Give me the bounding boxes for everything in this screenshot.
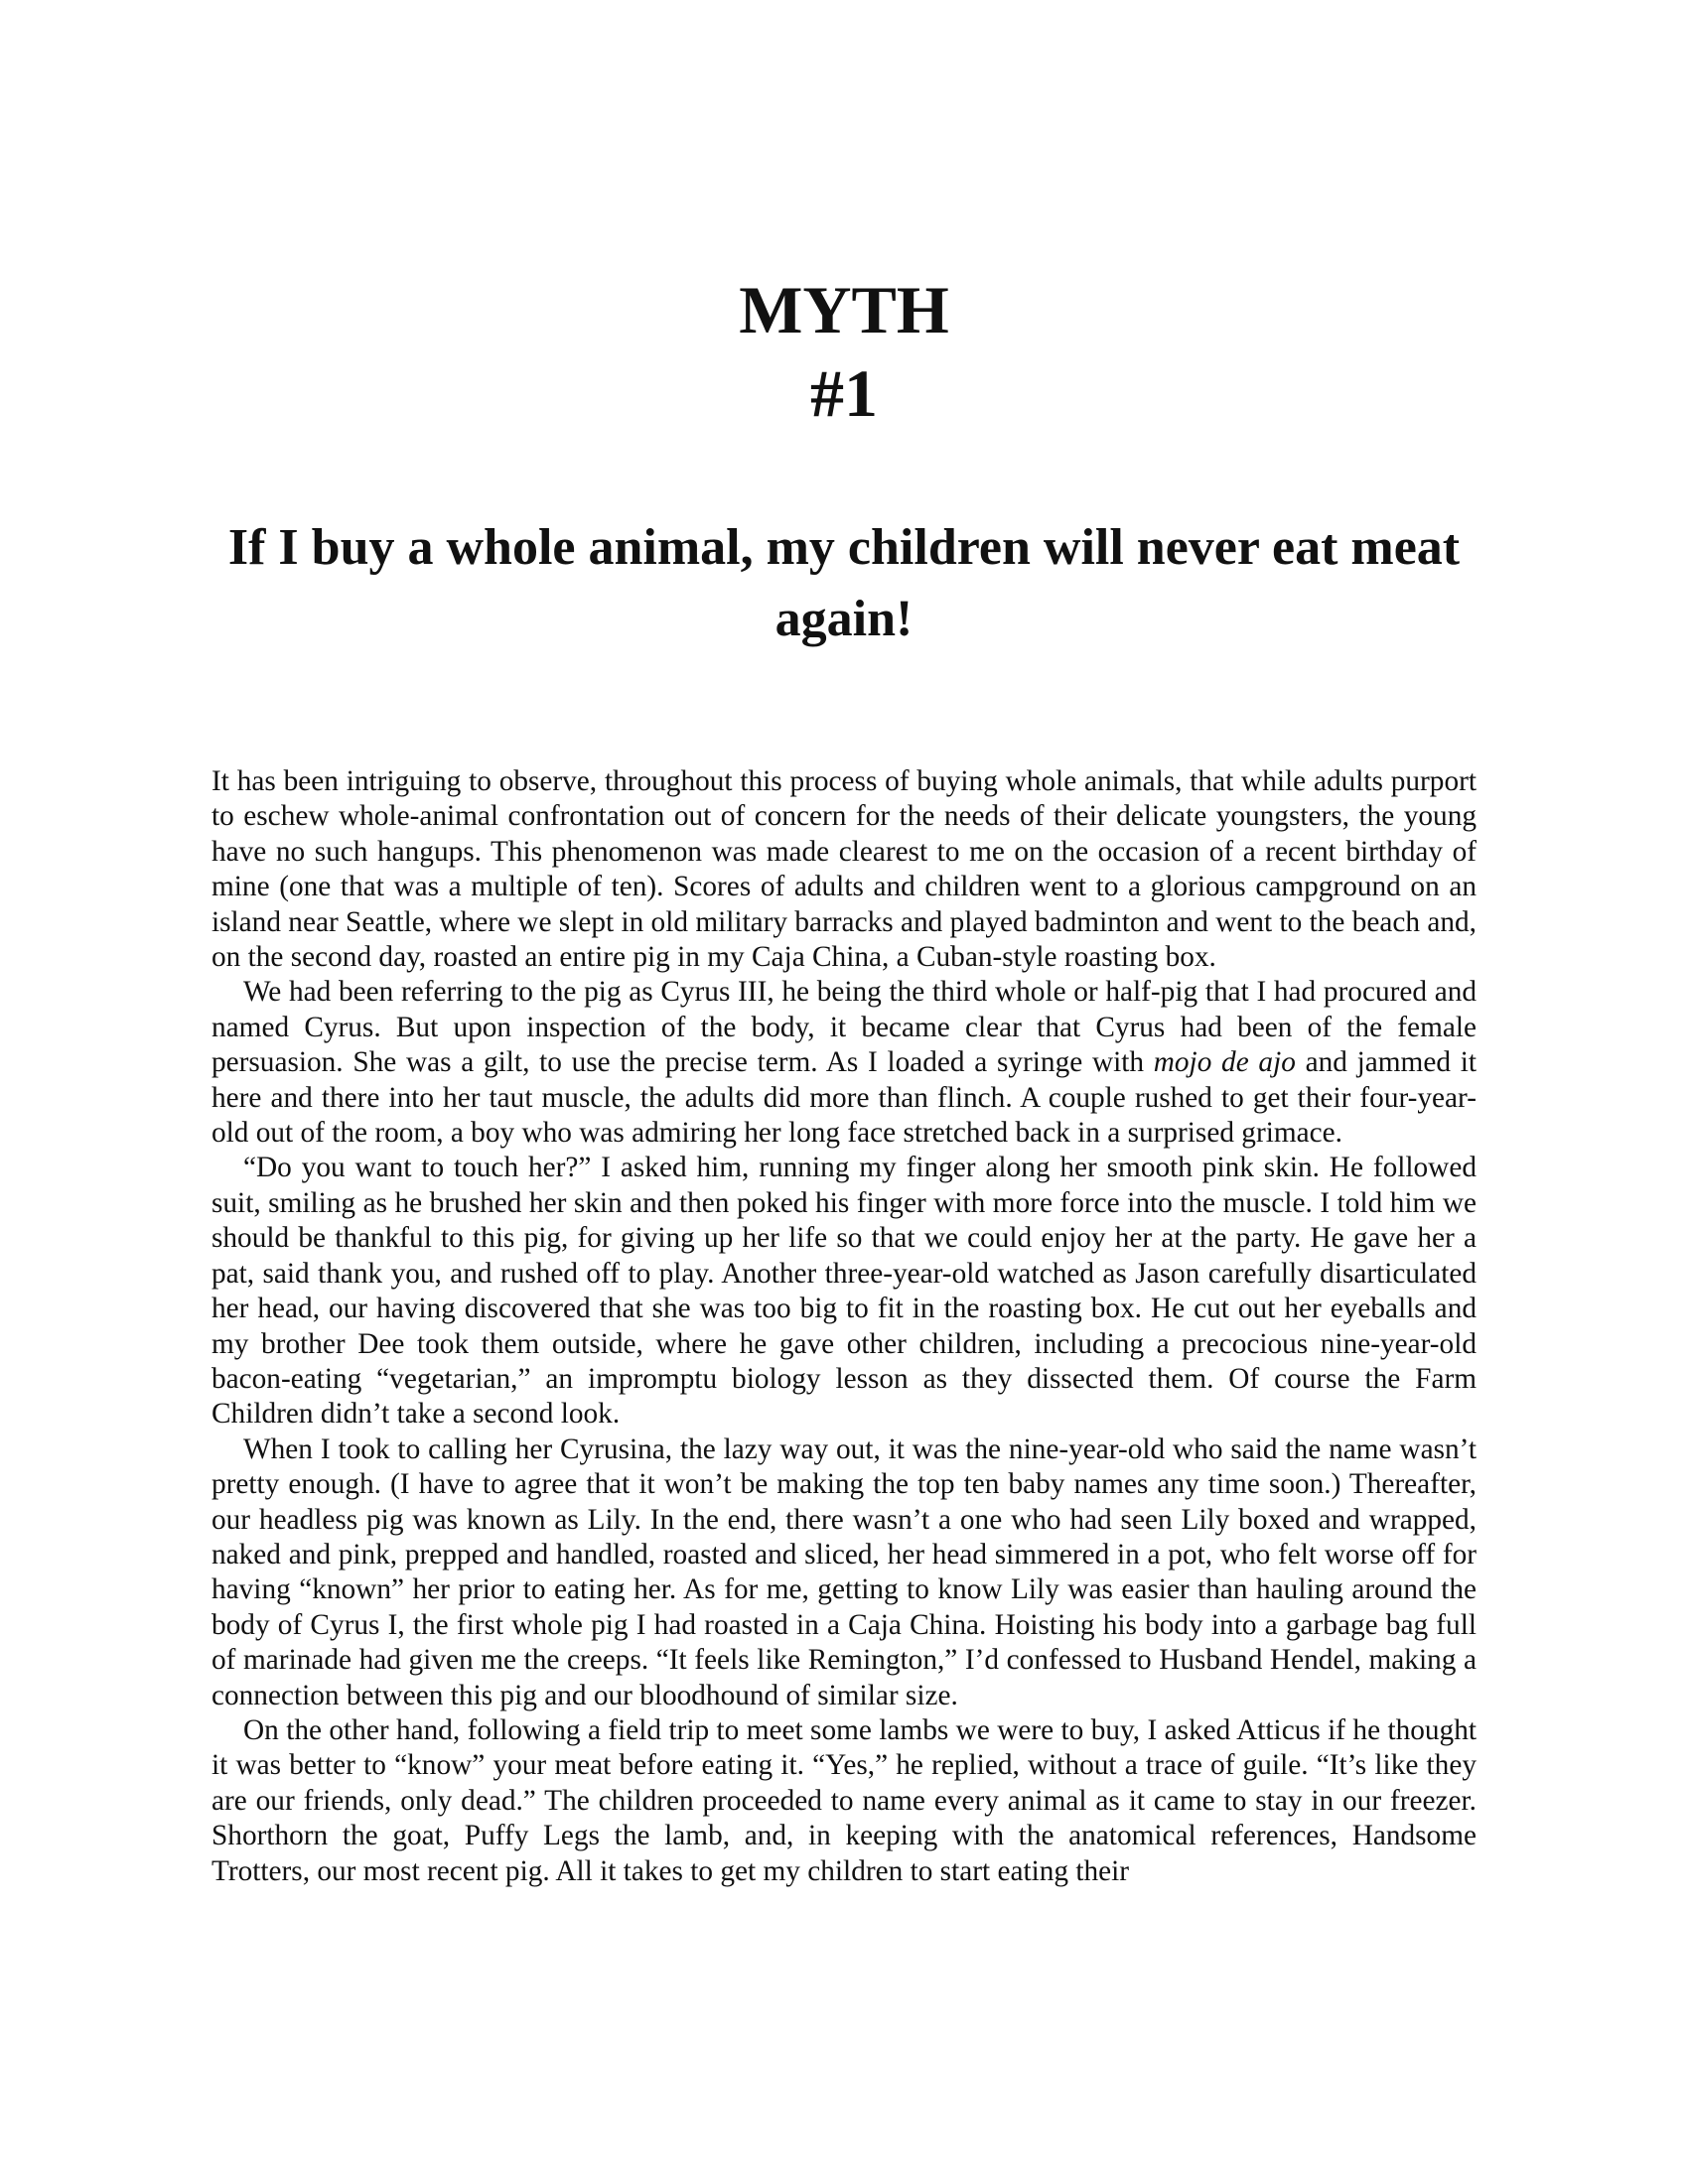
chapter-title: If I buy a whole animal, my children will never eat meat again! xyxy=(227,519,1461,647)
paragraph-1: It has been intriguing to observe, throughout this process of buying whole animals, that while adults purport to eschew whole-animal confrontation out of concern for the needs of their delicate youngsters, the young have no such hangups. This phenomenon was made clearest to me on the occasion of a recent birthday of mine (one that was a multiple of ten). Scores of adults and children went to a glorious campground on an island near Seattle, where we slept in old military barracks and played badminton and went to the beach and, on the second day, roasted an entire pig in my Caja China, a Cuban-style roasting box. xyxy=(211,765,1477,974)
chapter-heading xyxy=(211,268,1477,435)
paragraph-4: When I took to calling her Cyrusina, the lazy way out, it was the nine-year-old who said the name wasn’t pretty enough. (I have to agree that it won’t be making the top ten baby names any time soon.) Thereafter, our headless pig was known as Lily. In the end, there wasn’t a one who had seen Lily boxed and wrapped, naked and pink, prepped and handled, roasted and sliced, her head simmered in a pot, who felt worse off for having “known” her prior to eating her. As for me, getting to know Lily was easier than hauling around the body of Cyrus I, the first whole pig I had roasted in a Caja China. Hoisting his body into a garbage bag full of marinade had given me the creeps. “It feels like Remington,” I’d confessed to Husband Hendel, making a connection between this pig and our bloodhound of similar size. xyxy=(211,1433,1477,1711)
paragraph-2 xyxy=(211,975,1477,1151)
chapter-number: #1 xyxy=(810,355,878,431)
paragraph-2-italic-phrase: mojo de ajo xyxy=(1153,1046,1296,1079)
paragraph-2-end: and jammed it here and there into her taut muscle, the adults did more than flinch. A couple rushed to get their four-year-old out of the room, a boy who was admiring her long face stretched back in a surprised grimace. xyxy=(211,1046,1477,1150)
paragraph-2-start: We had been referring to the pig as Cyrus III, he being the third whole or half-pig that I had procured and named Cyrus. But upon inspection of the body, it became clear that Cyrus had been of the female persuasion. She was a gilt, to use the precise term. As I loaded a syringe with xyxy=(211,976,1477,1079)
chapter-label: MYTH xyxy=(739,272,949,347)
document-page xyxy=(211,0,1477,1889)
paragraph-3: “Do you want to touch her?” I asked him, running my finger along her smooth pink skin. He followed suit, smiling as he brushed her skin and then poked his finger with more force into the muscle. I told him we should be thankful to this pig, for giving up her life so that we could enjoy her at the party. He gave her a pat, said thank you, and rushed off to play. Another three-year-old watched as Jason carefully disarticulated her head, our having discovered that she was too big to fit in the roasting box. He cut out her eyeballs and my brother Dee took them outside, where he gave other children, including a precocious nine-year-old bacon-eating “vegetarian,” an impromptu biology lesson as they dissected them. Of course the Farm Children didn’t take a second look. xyxy=(211,1152,1477,1431)
body-text xyxy=(211,764,1477,1889)
paragraph-5: On the other hand, following a field trip to meet some lambs we were to buy, I asked Atticus if he thought it was better to “know” your meat before eating it. “Yes,” he replied, without a trace of guile. “It’s like they are our friends, only dead.” The children proceeded to name every animal as it came to stay in our freezer. Shorthorn the goat, Puffy Legs the lamb, and, in keeping with the anatomical references, Handsome Trotters, our most recent pig. All it takes to get my children to start eating their xyxy=(211,1713,1477,1887)
